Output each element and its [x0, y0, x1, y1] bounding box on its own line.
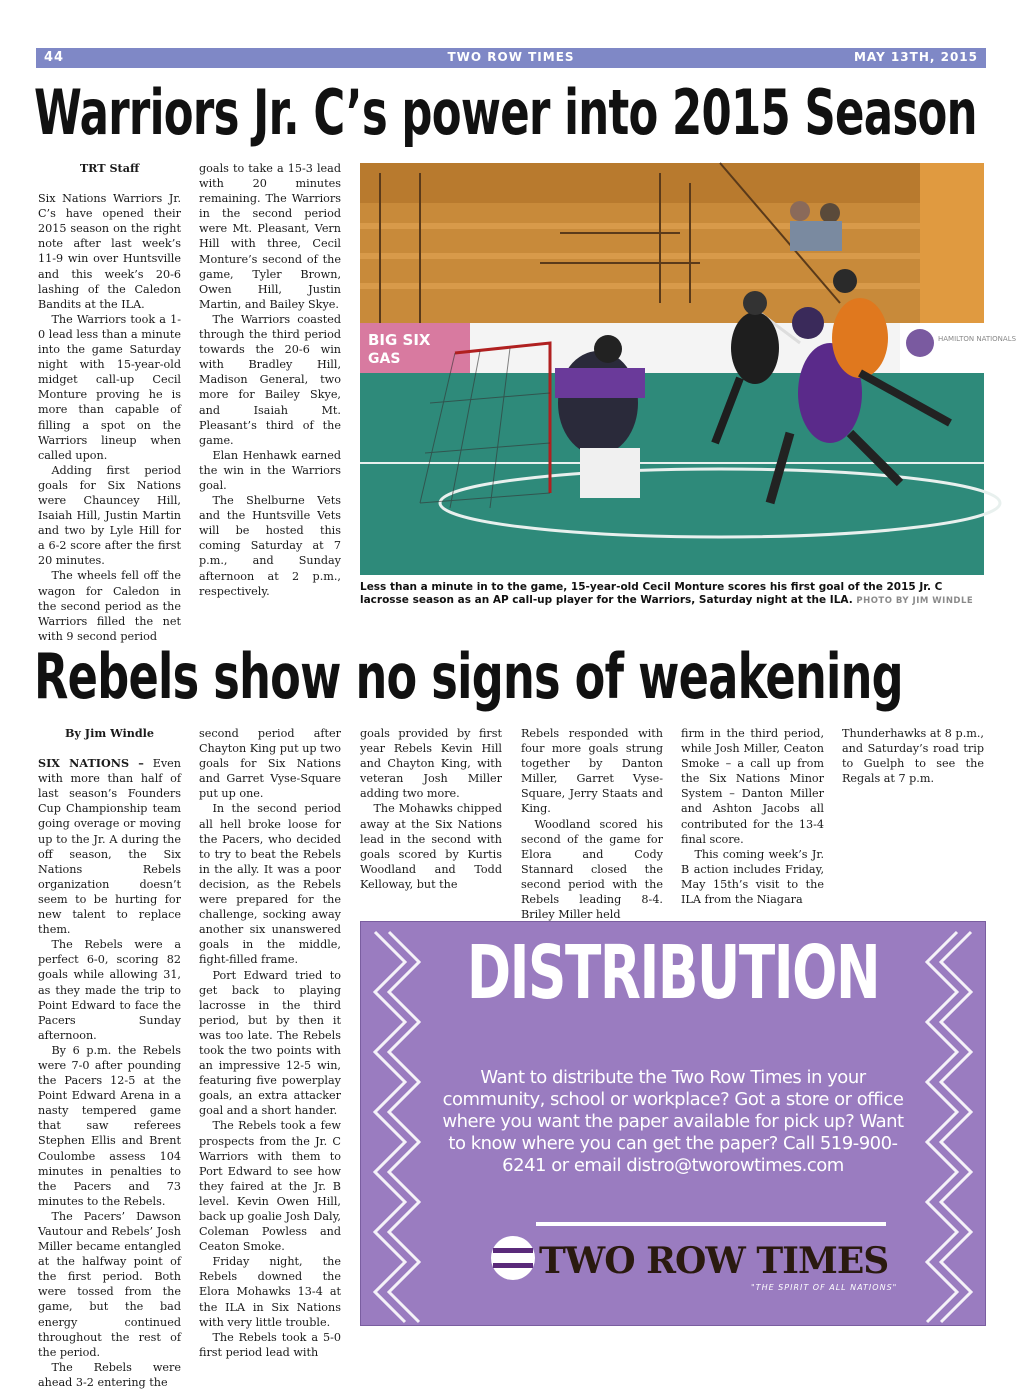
- sign-gas: GAS: [368, 351, 401, 367]
- paragraph: The Shelburne Vets and the Huntsville Vets will be hosted this coming Saturday at 7 p.m., and Sunday afternoon at 2 p.m., respectively.: [199, 494, 341, 598]
- paragraph: The Warriors coasted through the third period towards the 20-6 win with Bradley Hill, Madison General, two more for Bailey Skye, and Isaiah Mt. Pleasant’s third of the game.: [199, 312, 341, 447]
- article1-column-2: [199, 161, 341, 599]
- paragraph: Adding first period goals for Six Nations were Chauncey Hill, Isaiah Hill, Justin Martin and two by Lyle Hill for a 6-2 score after the first 20 minutes.: [38, 463, 181, 568]
- page-header-bar: [36, 48, 986, 68]
- publication-name: TWO ROW TIMES: [447, 50, 575, 64]
- paragraph: By 6 p.m. the Rebels were 7-0 after pounding the Pacers 12-5 at the Point Edward Arena in a nasty tempered game that saw referees Stephen Ellis and Brent Coulombe assess 104 minutes in penalties to the Pacers and 73 minutes to the Rebels.: [38, 1043, 181, 1208]
- article1-column-1: [38, 161, 181, 644]
- paragraph: The Rebels were a perfect 6-0, scoring 82 goals while allowing 31, as they made the trip to Point Edward to face the Pacers Sunday afternoon.: [38, 938, 181, 1042]
- page-number: 44: [44, 50, 65, 65]
- article2-byline: By Jim Windle: [64, 726, 155, 740]
- paragraph: second period after Chayton King put up two goals for Six Nations and Garret Vyse-Square put up one.: [199, 727, 341, 801]
- two-row-times-logo: TWO ROW TIMES: [539, 1240, 889, 1282]
- paragraph: Rebels responded with four more goals strung together by Danton Miller, Garret Vyse-Square, Jerry Staats and King.: [521, 727, 663, 816]
- paragraph: The Warriors took a 1-0 lead less than a minute into the game Saturday night with 15-year-old midget call-up Cecil Monture proving he is more than capable of filling a spot on the Warriors lineup when called upon.: [38, 312, 181, 462]
- paragraph: goals provided by first year Rebels Kevin Hill and Chayton King, with veteran Josh Miller adding two more.: [360, 727, 502, 801]
- paragraph: Thunderhawks at 8 p.m., and Saturday’s road trip to Guelph to see the Regals at 7 p.m.: [842, 727, 984, 786]
- ad-body-text: Want to distribute the Two Row Times in your community, school or workplace? Got a store or office where you want the paper available for pick up? Want to know where you can get the paper? Call 519-900-6241 or email distro@tworowtimes.com: [442, 1067, 904, 1176]
- article2-column-6: [842, 726, 984, 786]
- paragraph: This coming week’s Jr. B action includes Friday, May 15th’s visit to the ILA from the Niagara: [681, 847, 824, 907]
- ad-title: DISTRIBUTION: [466, 930, 880, 1016]
- article1-byline: TRT Staff: [79, 161, 140, 175]
- paragraph: Elan Henhawk earned the win in the Warriors goal.: [199, 448, 341, 492]
- photo-credit: PHOTO BY JIM WINDLE: [856, 596, 974, 606]
- paragraph: The Rebels took a 5-0 first period lead with: [199, 1330, 341, 1359]
- sign-big-six: BIG SIX: [368, 331, 431, 349]
- article2-column-4: [521, 726, 663, 922]
- article2-column-1: [38, 726, 181, 1390]
- paragraph: SIX NATIONS – Even with more than half of last season’s Founders Cup Championship team going overage or moving up to the Jr. A during the off season, the Six Nations Rebels organization doesn’t seem to be hurting for new talent to replace them.: [38, 756, 182, 937]
- paragraph: The Rebels were ahead 3-2 entering the: [38, 1360, 181, 1389]
- logo-tagline: "THE SPIRIT OF ALL NATIONS": [751, 1283, 898, 1292]
- dateline: SIX NATIONS –: [38, 756, 144, 771]
- paragraph: The wheels fell off the wagon for Caledon in the second period as the Warriors filled the net with 9 second period: [38, 569, 181, 643]
- paragraph: goals to take a 15-3 lead with 20 minutes remaining. The Warriors in the second period were Mt. Pleasant, Vern Hill with three, Cecil Monture’s second of the game, Tyler Brown, Owen Hill, Justin Martin, and Bailey Skye.: [199, 162, 341, 311]
- paragraph: Port Edward tried to get back to playing lacrosse in the third period, but by then it was too late. The Rebels took the two points with an impressive 12-5 win, featuring five powerplay goals, an extra attacker goal and a short hander.: [199, 968, 341, 1118]
- paragraph: The Rebels took a few prospects from the Jr. C Warriors with them to Port Edward to see how they faired at the Jr. B level. Kevin Owen Hill, back up goalie Josh Daly, Coleman Powless and Ceaton Smoke.: [199, 1119, 341, 1254]
- photo-caption-text: Less than a minute in to the game, 15-year-old Cecil Monture scores his first goal of the 2015 Jr. C lacrosse season as an AP call-up player for the Warriors, Saturday night at the ILA.: [360, 581, 943, 606]
- article1-headline: Warriors Jr. C’s power into 2015 Season: [34, 76, 977, 149]
- paragraph: Woodland scored his second of the game for Elora and Cody Stannard closed the second period with the Rebels leading 8-4. Briley Miller held: [521, 817, 663, 922]
- article2-headline: Rebels show no signs of weakening: [34, 640, 903, 713]
- paragraph: firm in the third period, while Josh Miller, Ceaton Smoke – a call up from the Six Nations Minor System – Danton Miller and Ashton Jacobs all contributed for the 13-4 final score.: [681, 727, 824, 846]
- paragraph: Friday night, the Rebels downed the Elora Mohawks 13-4 at the ILA in Six Nations with very little trouble.: [199, 1255, 341, 1329]
- logo-divider: [536, 1222, 886, 1226]
- wampum-belt-icon: [489, 1234, 537, 1282]
- article2-column-5: [681, 726, 824, 907]
- article2-column-2: [199, 726, 341, 1360]
- article2-column-3: [360, 726, 502, 892]
- paragraph: The Pacers’ Dawson Vautour and Rebels’ Josh Miller became entangled at the halfway point of the first period. Both were tossed from the game, but the bad energy continued throughout the rest of the period.: [38, 1209, 181, 1359]
- photo-caption: [360, 581, 984, 608]
- sign-hamilton: HAMILTON NATIONALS: [938, 335, 1017, 343]
- lacrosse-game-photo: [360, 163, 1017, 575]
- distribution-ad: [360, 921, 986, 1326]
- paragraph: Six Nations Warriors Jr. C’s have opened their 2015 season on the right note after last week’s 11-9 win over Huntsville and this week’s 20-6 lashing of the Caledon Bandits at the ILA.: [38, 192, 181, 311]
- paragraph: In the second period all hell broke loose for the Pacers, who decided to try to beat the Rebels in the ally. It was a poor decision, as the Rebels were prepared for the challenge, socking away another six unanswered goals in the middle, fight-filled frame.: [199, 802, 341, 967]
- paragraph: The Mohawks chipped away at the Six Nations lead in the second with goals scored by Kurtis Woodland and Todd Kelloway, but the: [360, 802, 502, 891]
- issue-date: MAY 13TH, 2015: [853, 50, 978, 64]
